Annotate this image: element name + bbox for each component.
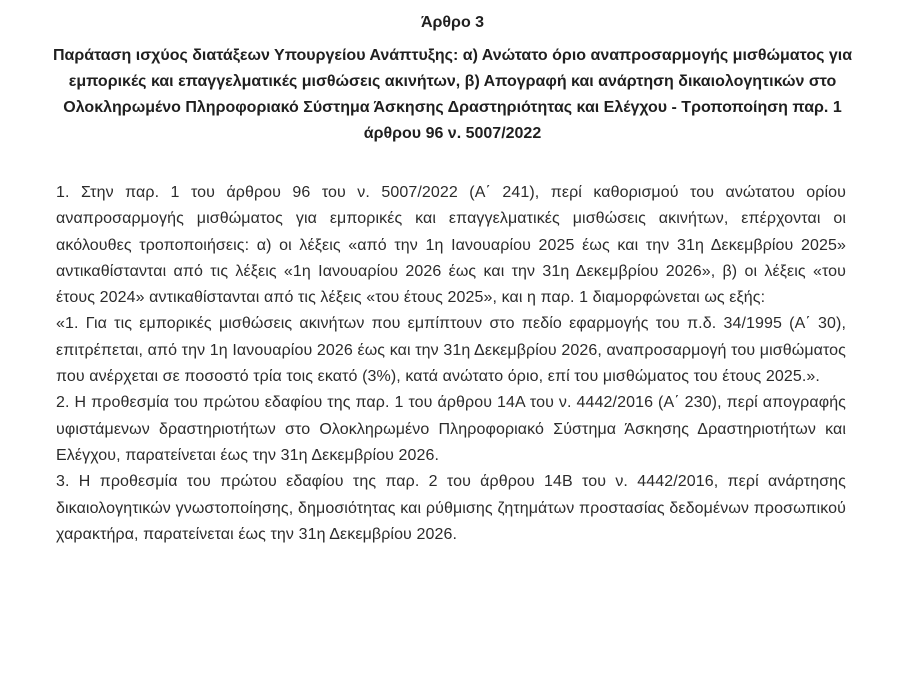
article-title: Παράταση ισχύος διατάξεων Υπουργείου Ανάπτυξης: α) Ανώτατο όριο αναπροσαρμογής μισθώματος για εμπορικές και επαγγελματικές μισθώσεις ακινήτων, β) Απογραφή και ανάρτηση δικαιολογητικών στο Ολοκληρωμένο Πληροφοριακό Σύστημα Άσκησης Δραστηριότητας και Ελέγχου - Τροποποίηση παρ. 1 άρθρου 96 ν. 5007/2022 bbox=[52, 47, 853, 142]
paragraph-1-quoted-text: «1. Για τις εμπορικές μισθώσεις ακινήτων που εμπίπτουν στο πεδίο εφαρμογής του π.δ. 34/1995 (Α΄ 30), επιτρέπεται, από την 1η Ιανουαρίου 2026 έως και την 31η Δεκεμβρίου 2026, αναπροσαρμογή του μισθώματος που ανέρχεται σε ποσοστό τρία τοις εκατό (3%), κατά ανώτατο όριο, επί του μισθώματος του έτους 2025.». bbox=[56, 315, 846, 386]
paragraph-3: 3. Η προθεσμία του πρώτου εδαφίου της παρ. 2 του άρθρου 14Β του ν. 4442/2016, περί ανάρτησης δικαιολογητικών γνωστοποίησης, δημοσιότητας και ρύθμισης ζητημάτων προστασίας δεδομένων προσωπικού χαρακτήρα, παρατείνεται έως την 31η Δεκεμβρίου 2026. bbox=[56, 473, 846, 543]
paragraph-2: 2. Η προθεσμία του πρώτου εδαφίου της παρ. 1 του άρθρου 14Α του ν. 4442/2016 (Α΄ 230), περί απογραφής υφιστάμενων δραστηριοτήτων στο Ολοκληρωμένο Πληροφοριακό Σύστημα Άσκησης Δραστηριοτήτων και Ελέγχου, παρατείνεται έως την 31η Δεκεμβρίου 2026. bbox=[56, 394, 846, 464]
article-body bbox=[56, 180, 846, 548]
article-heading: Άρθρο 3 bbox=[420, 14, 485, 31]
paragraph-1: 1. Στην παρ. 1 του άρθρου 96 του ν. 5007/2022 (Α΄ 241), περί καθορισμού του ανώτατου ορίου αναπροσαρμογής μισθώματος για εμπορικές και επαγγελματικές μισθώσεις ακινήτων, επέρχονται οι ακόλουθες τροποποιήσεις: α) οι λέξεις «από την 1η Ιανουαρίου 2025 έως και την 31η Δεκεμβρίου 2025» αντικαθίστανται από τις λέξεις «1η Ιανουαρίου 2026 έως και την 31η Δεκεμβρίου 2026», β) οι λέξεις «του έτους 2024» αντικαθίστανται από τις λέξεις «του έτους 2025», και η παρ. 1 διαμορφώνεται ως εξής: bbox=[56, 184, 846, 307]
